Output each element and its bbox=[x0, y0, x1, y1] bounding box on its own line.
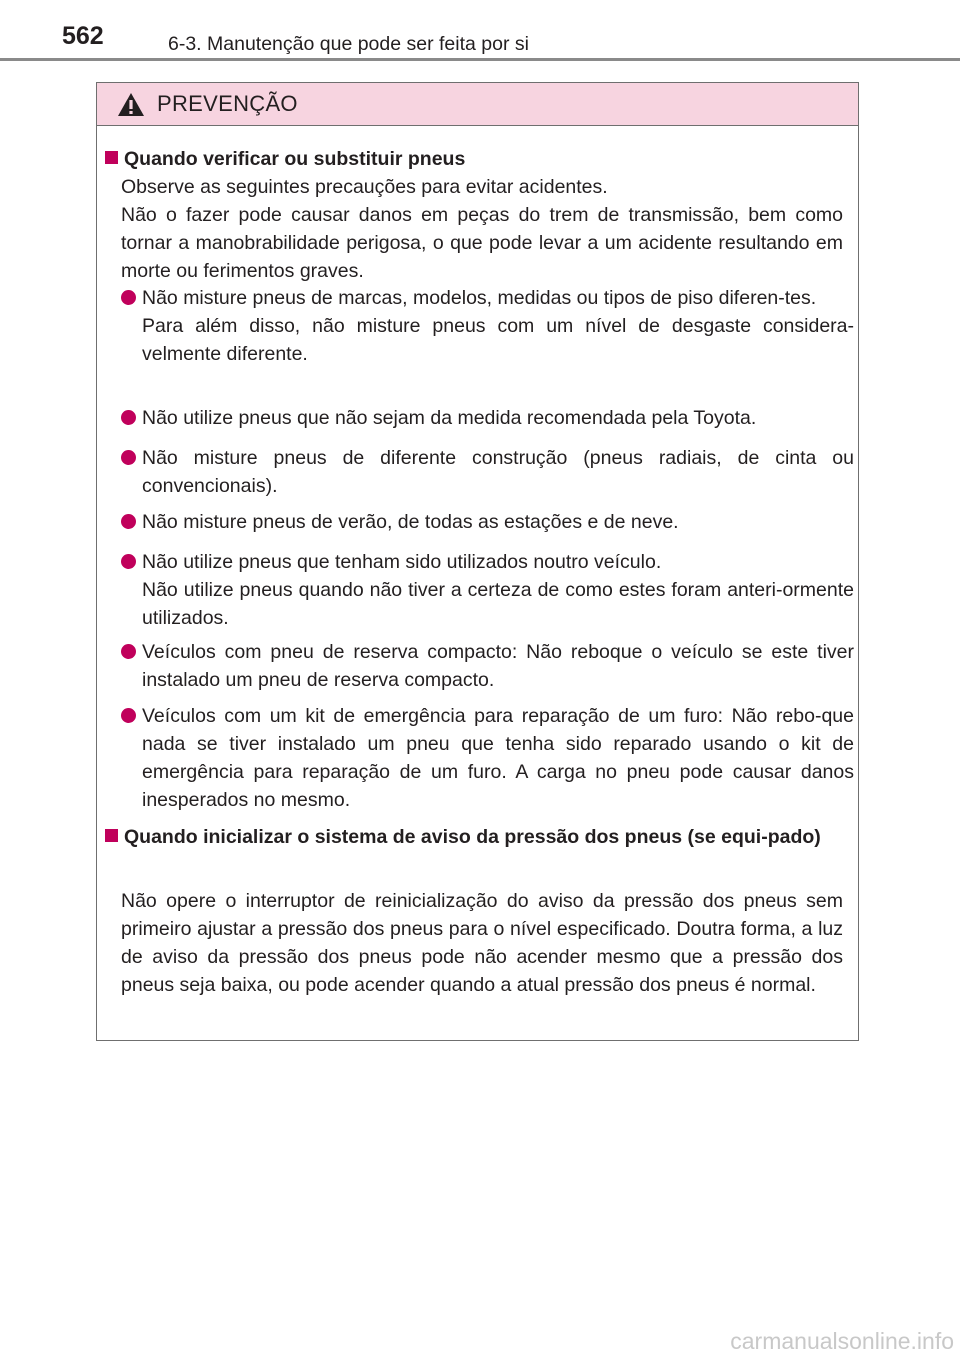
warning-triangle-icon bbox=[117, 92, 145, 117]
list-item bbox=[121, 444, 854, 500]
square-bullet-icon bbox=[105, 151, 118, 164]
list-item bbox=[121, 284, 854, 368]
square-bullet-icon bbox=[105, 829, 118, 842]
section-heading-text: Quando inicializar o sistema de aviso da pressão dos pneus (se equi-pado) bbox=[124, 826, 821, 848]
list-item bbox=[121, 548, 854, 632]
caution-box bbox=[96, 82, 859, 1041]
page-header bbox=[0, 0, 960, 60]
section-heading-tpms bbox=[105, 823, 853, 851]
circle-bullet-icon bbox=[121, 410, 136, 425]
list-item-text: Não misture pneus de verão, de todas as estações e de neve. bbox=[142, 511, 679, 533]
caution-header bbox=[97, 83, 858, 126]
tpms-paragraph: Não opere o interruptor de reinicialização do aviso da pressão dos pneus sem primeiro ajustar a pressão dos pneus para o nível especificado. Doutra forma, a luz de aviso da pressão dos pneus pode não acender mesmo que a pressão dos pneus seja baixa, ou pode acender quando a atual pressão dos pneus é normal. bbox=[121, 890, 843, 996]
caution-title: PREVENÇÃO bbox=[157, 91, 298, 116]
page-number: 562 bbox=[62, 22, 104, 50]
intro-paragraph: Observe as seguintes precauções para evitar acidentes. Não o fazer pode causar danos em peças do trem de transmissão, bem como tornar a manobrabilidade perigosa, o que pode levar a um acidente resultando em morte ou ferimentos graves. bbox=[121, 176, 843, 282]
list-item bbox=[121, 508, 854, 536]
list-item bbox=[121, 702, 854, 814]
list-item-text: Veículos com pneu de reserva compacto: Não reboque o veículo se este tiver instalado um pneu de reserva compacto. bbox=[142, 641, 854, 691]
section-title: 6-3. Manutenção que pode ser feita por si bbox=[168, 33, 529, 55]
section-heading-text: Quando verificar ou substituir pneus bbox=[124, 148, 466, 170]
list-item-text: Não misture pneus de diferente construção (pneus radiais, de cinta ou convencionais). bbox=[142, 447, 854, 497]
circle-bullet-icon bbox=[121, 450, 136, 465]
circle-bullet-icon bbox=[121, 554, 136, 569]
list-item bbox=[121, 638, 854, 694]
circle-bullet-icon bbox=[121, 514, 136, 529]
circle-bullet-icon bbox=[121, 290, 136, 305]
list-item-text: Não utilize pneus que tenham sido utilizados noutro veículo. Não utilize pneus quando não tiver a certeza de como estes foram anteri-ormente utilizados. bbox=[142, 551, 854, 629]
list-item bbox=[121, 404, 854, 432]
list-item-text: Veículos com um kit de emergência para reparação de um furo: Não rebo-que nada se tiver instalado um pneu que tenha sido reparado usando o kit de emergência para reparação de um furo. A carga no pneu pode causar danos inesperados no mesmo. bbox=[142, 705, 854, 811]
header-divider bbox=[0, 58, 960, 61]
watermark: carmanualsonline.info bbox=[730, 1328, 954, 1354]
section-heading-tire-check bbox=[105, 145, 853, 173]
circle-bullet-icon bbox=[121, 644, 136, 659]
list-item-text: Não misture pneus de marcas, modelos, medidas ou tipos de piso diferen-tes. Para além disso, não misture pneus com um nível de desgaste considera-velmente diferente. bbox=[142, 287, 854, 365]
circle-bullet-icon bbox=[121, 708, 136, 723]
list-item-text: Não utilize pneus que não sejam da medida recomendada pela Toyota. bbox=[142, 407, 757, 429]
